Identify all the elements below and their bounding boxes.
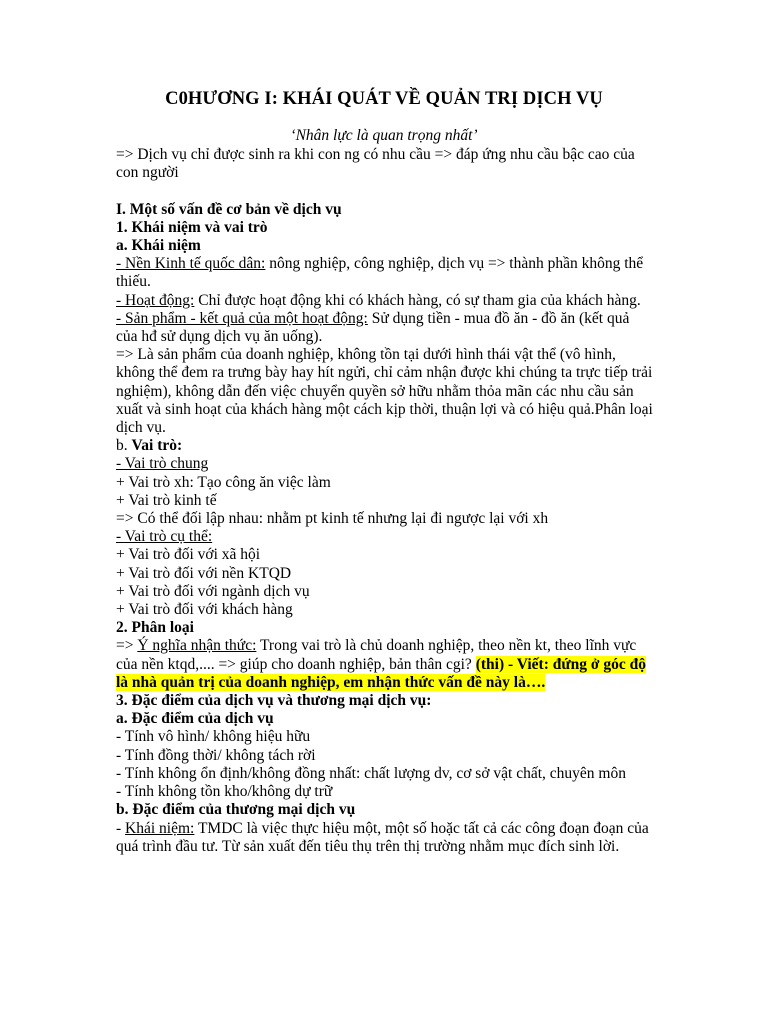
term-text: Chỉ được hoạt động khi có khách hàng, có sự tham gia của khách hàng. — [194, 291, 641, 309]
dash-prefix: - — [116, 819, 126, 837]
list-item: + Vai trò đối với khách hàng — [116, 601, 293, 619]
term-label: - Hoạt động: — [116, 291, 195, 309]
paragraph: => Có thể đối lập nhau: nhằm pt kinh tế nhưng lại đi ngược lại với xh — [116, 510, 549, 528]
list-item: - Tính không tồn kho/không dự trữ — [116, 783, 333, 801]
list-heading: - Vai trò cụ thể: — [116, 528, 213, 546]
paragraph — [116, 255, 654, 291]
list-item: + Vai trò đối với ngành dịch vụ — [116, 582, 310, 600]
spacer — [116, 182, 654, 200]
term-text: nông nghiệp, công nghiệp, dịch vụ => thành phần không thể thiếu. — [116, 255, 644, 291]
list-item: - Tính vô hình/ không hiệu hữu — [116, 728, 311, 746]
intro-paragraph: => Dịch vụ chỉ được sinh ra khi con ng có nhu cầu => đáp ứng nhu cầu bậc cao của con người — [116, 146, 635, 182]
highlighted-note: (thi) - Viết: đứng ở góc độ là nhà quản trị của doanh nghiệp, em nhận thức vấn đề này là…. — [116, 655, 646, 691]
subsection-heading: 2. Phân loại — [116, 619, 194, 637]
subsection-heading — [116, 437, 654, 455]
subsection-heading: b. Đặc điểm của thương mại dịch vụ — [116, 801, 356, 819]
term-label: Ý nghĩa nhận thức: — [137, 637, 257, 655]
list-item: + Vai trò đối với xã hội — [116, 546, 261, 564]
heading-label: Vai trò: — [131, 437, 183, 455]
term-text: Trong vai trò là chủ doanh nghiệp, theo nền kt, theo lĩnh vực của nền ktqd,.... => giúp cho doanh nghiệp, bản thân cgi? — [116, 637, 637, 673]
term-label: Khái niệm: — [125, 819, 195, 837]
arrow-prefix: => — [116, 637, 138, 655]
term-text: TMDC là việc thực hiệu một, một số hoặc tất cả các công đoạn đoạn của quá trình đầu tư. Từ sản xuất đến tiêu thụ trên thị trường nhằm mục đích sinh lời. — [116, 819, 649, 855]
list-item: - Tính không ổn định/không đồng nhất: chất lượng dv, cơ sở vật chất, chuyên môn — [116, 764, 626, 782]
heading-prefix: b. — [116, 437, 132, 455]
chapter-title: C0HƯƠNG I: KHÁI QUÁT VỀ QUẢN TRỊ DỊCH VỤ — [165, 89, 603, 109]
list-item: + Vai trò kinh tế — [116, 491, 217, 509]
paragraph — [116, 292, 654, 310]
subsection-heading: 1. Khái niệm và vai trò — [116, 218, 268, 236]
list-item: + Vai trò xh: Tạo công ăn việc làm — [116, 473, 331, 491]
list-item: - Tính đồng thời/ không tách rời — [116, 746, 316, 764]
paragraph: => Là sản phẩm của doanh nghiệp, không tồn tại dưới hình thái vật thể (vô hình, không thể đem ra trưng bày hay hít ngửi, chỉ cảm nhận được khi chúng ta trực tiếp trải nghiệm), không dẫn đến việc chuyển quyền sở hữu nhằm thỏa mãn các nhu cầu sản xuất và sinh hoạt của khách hàng một cách kịp thời, thuận lợi và có hiệu quả.Phân loại dịch vụ. — [116, 346, 653, 437]
quote: ‘Nhân lực là quan trọng nhất’ — [290, 127, 478, 144]
paragraph — [116, 637, 654, 692]
subsection-heading: a. Đặc điểm của dịch vụ — [116, 710, 274, 728]
section-heading: I. Một số vấn đề cơ bản về dịch vụ — [116, 200, 342, 218]
term-text: Sử dụng tiền - mua đồ ăn - đồ ăn (kết quả của hđ sử dụng dịch vụ ăn uống). — [116, 309, 630, 346]
paragraph — [116, 820, 654, 856]
paragraph — [116, 310, 654, 346]
subsection-heading: 3. Đặc điểm của dịch vụ và thương mại dịch vụ: — [116, 692, 432, 710]
document-body — [116, 146, 654, 856]
term-label: - Nền Kinh tế quốc dân: — [116, 255, 266, 273]
subsection-heading: a. Khái niệm — [116, 237, 201, 254]
term-label: - Sản phẩm - kết quả của một hoạt động: — [116, 309, 368, 327]
list-item: + Vai trò đối với nền KTQD — [116, 564, 292, 582]
list-heading: - Vai trò chung — [116, 455, 209, 473]
